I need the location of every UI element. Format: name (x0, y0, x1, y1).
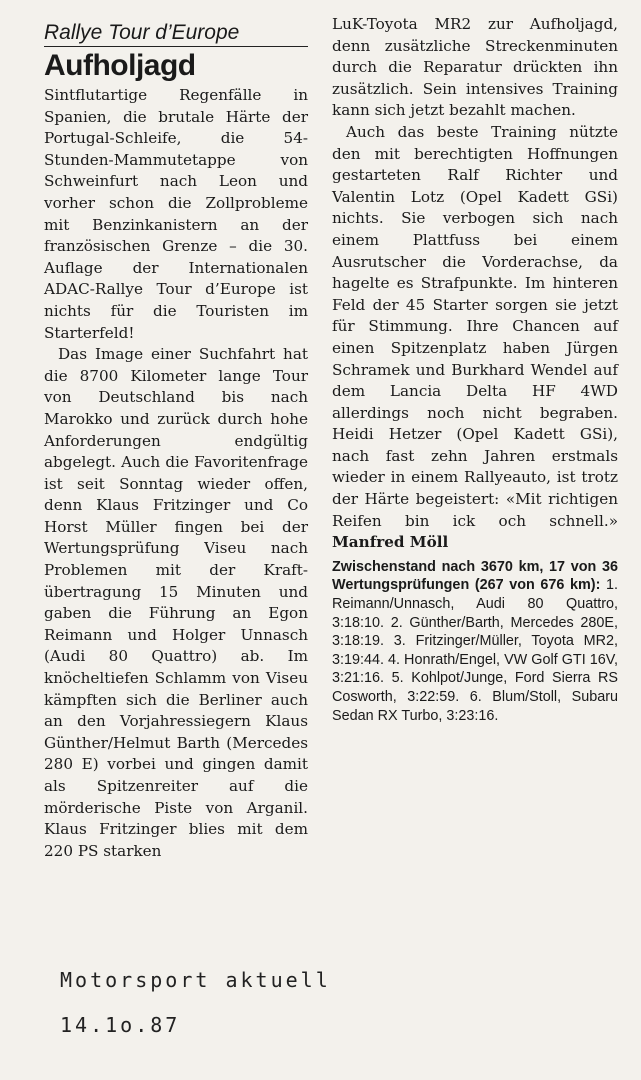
article-paragraph-3: Auch das beste Training nützte den mit berechtigten Hoffnungen gestarteten Ralf Richter und Valentin Lotz (Opel Kadett GSi) nichts. Sie verbogen sich nach einem Plattfuss bei einem Ausrutscher die Vorderachse, da hagelte es Strafpunkte. Im hinteren Feld der 45 Starter sorgen sie jetzt für Stimmung. Ihre Chancen auf einen Spitzenplatz haben Jürgen Schramek und Burkhard Wendel auf dem Lancia Delta HF 4WD allerdings noch nicht begraben. Heidi Hetzer (Opel Kadett GSi), nach fast zehn Jahren erstmals wieder in einem Rallyeauto, ist trotz der Härte begeistert: «Mit richtigen Reifen bin ick och schnell.» Manfred Möll (332, 122, 618, 552)
source-annotation: Motorsport aktuell (60, 968, 331, 992)
newspaper-clipping (44, 14, 622, 894)
article-author: Manfred Möll (332, 533, 449, 552)
article-paragraph-1: Sintflutartige Regenfälle in Spanien, die brutale Härte der Portugal-Schleife, die 54-Stunden-Mammutetappe von Schweinfurt nach Leon und vorher schon die Zollprobleme mit Benzinkanistern an der französischen Grenze – die 30. Auflage der Internationalen ADAC-Rallye Tour d’Europe ist nichts für die Touristen im Starterfeld! (44, 86, 308, 342)
standings-block (332, 558, 618, 725)
article-paragraph-2-continued: LuK-Toyota MR2 zur Aufholjagd, denn zusätzliche Streckenminuten durch die Reparatur drückten ihn zusätzlich. Sein intensives Training kann sich jetzt bezahlt machen. (332, 15, 618, 120)
standings-list: 1. Reimann/Unnasch, Audi 80 Quattro, 3:18:10. 2. Günther/Barth, Mercedes 280E, 3:18:19. 3. Fritzinger/Müller, Toyota MR2, 3:19:44. 4. Honrath/Engel, VW Golf GTI 16V, 3:21:16. 5. Kohlpot/Junge, Ford Sierra RS Cosworth, 3:22:59. 6. Blum/Stoll, Subaru Sedan RX Turbo, 3:23:16. (332, 577, 618, 724)
left-column (44, 14, 308, 862)
article-kicker: Rallye Tour d’Europe (44, 20, 308, 47)
article-paragraph-2: Das Image einer Suchfahrt hat die 8700 Kilometer lange Tour von Deutschland bis nach Marokko und zurück durch hohe Anforderungen endgültig abgelegt. Auch die Favoritenfrage ist seit Sonntag wieder offen, denn Klaus Fritzinger und Co Horst Müller fingen bei der Wertungsprüfung Viseu nach Problemen mit der Kraftübertragung 15 Minuten und gaben die Führung an Egon Reimann und Holger Unnasch (Audi 80 Quattro) ab. Im knöcheltiefen Schlamm von Viseu kämpften sich die Berliner auch an den Vorjahressiegern Klaus Günther/Helmut Barth (Mercedes 280 E) vorbei und gingen damit als Spitzenreiter auf die mörderische Piste von Arganil. Klaus Fritzinger blies mit dem 220 PS starken (44, 345, 308, 860)
standings-heading: Zwischenstand nach 3670 km, 17 von 36 Wertungsprüfungen (267 von 676 km): (332, 558, 618, 594)
right-column (332, 14, 618, 725)
article-headline: Aufholjagd (44, 49, 196, 82)
date-annotation: 14.1o.87 (60, 1013, 181, 1037)
